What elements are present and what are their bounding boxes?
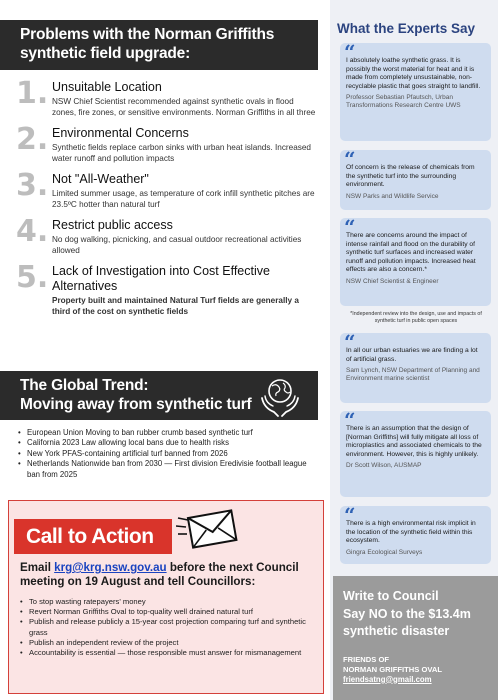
- call-to-action-title: Call to Action: [14, 519, 172, 554]
- write-line1: Write to Council: [343, 589, 439, 603]
- trend-title-line2: Moving away from synthetic turf: [20, 396, 252, 413]
- quote-icon: “: [344, 40, 356, 64]
- quote-text: There is an assumption that the design of [Norman Griffiths] will fully mitigate all loss of microplastics and associated chemicals to the environment. However, this is highly unlikely.: [346, 425, 482, 458]
- quote-text: I absolutely loathe synthetic grass. It is possibly the worst material for heat and it is made from completely unsustainable, non-recyclable plastic that goes straight to landfill.: [346, 57, 481, 90]
- problem-heading: Environmental Concerns: [52, 126, 189, 140]
- problems-title-line2: synthetic field upgrade:: [20, 45, 191, 62]
- problem-text: Property built and maintained Natural Turf fields are generally a third of the cost on synthetic fields: [52, 296, 299, 316]
- problem-heading: Restrict public access: [52, 218, 173, 232]
- quote-author: Dr Scott Wilson, AUSMAP: [346, 462, 422, 469]
- problem-item: [14, 122, 319, 164]
- problem-number: 4.: [16, 214, 49, 249]
- problem-heading: Unsuitable Location: [52, 80, 162, 94]
- quote-icon: “: [344, 330, 356, 354]
- trend-item: • Netherlands Nationwide ban from 2030 — First division Eredivisie football league ban from 2025: [18, 459, 318, 480]
- quote-author: NSW Chief Scientist & Engineer: [346, 277, 439, 285]
- experts-footnote: *Independent review into the design, use and impacts of synthetic turf in public open spaces: [350, 311, 482, 324]
- action-item: • Publish and release publicly a 15-year cost projection comparing turf and synthetic grass: [20, 617, 316, 637]
- action-item: • To stop wasting ratepayers' money: [20, 597, 316, 607]
- problem-text: No dog walking, picnicking, and casual outdoor recreational activities allowed: [52, 235, 302, 255]
- action-item: • Publish an independent review of the project: [20, 638, 316, 648]
- problem-text: Synthetic fields replace carbon sinks with urban heat islands. Increased water runoff and pollution impacts: [52, 143, 311, 163]
- quote-text: In all our urban estuaries we are finding a lot of artificial grass.: [346, 347, 478, 363]
- quote-author: Professor Sebastian Pfautsch, Urban Transformations Research Centre UWS: [346, 94, 461, 110]
- problem-text: NSW Chief Scientist recommended against synthetic ovals in flood zones, fire zones, or sensitive environments. Norman Griffiths in all three: [52, 97, 316, 117]
- quote-text: Of concern is the release of chemicals from the synthetic turf into the surrounding environment.: [346, 164, 475, 188]
- trend-list: [18, 428, 318, 480]
- experts-title: What the Experts Say: [337, 21, 476, 36]
- envelope-icon: [176, 504, 238, 552]
- expert-quote: [340, 330, 491, 403]
- problems-title-line1: Problems with the Norman Griffiths: [20, 26, 275, 43]
- trend-title-line1: The Global Trend:: [20, 377, 149, 394]
- friends-email-link[interactable]: friendsatng@gmail.com: [343, 674, 432, 684]
- problem-text: Limited summer usage, as temperature of cork infill synthetic pitches are 23.5ºC hotter than natural turf: [52, 189, 315, 209]
- problem-item: [14, 168, 319, 210]
- write-to-council-box: [333, 576, 498, 700]
- quote-icon: “: [344, 408, 356, 432]
- email-suffix: before the next Council meeting on 19 August and tell Councillors:: [20, 561, 299, 588]
- cta-email-instruction: [20, 561, 316, 589]
- expert-quote: [340, 503, 491, 564]
- cta-action-list: [20, 597, 316, 658]
- write-line2: Say NO to the $13.4m: [343, 606, 471, 621]
- email-prefix: Email: [20, 561, 55, 574]
- council-email-link[interactable]: krg@krg.nsw.gov.au: [54, 561, 167, 574]
- problem-number: 3.: [16, 168, 49, 203]
- write-line3: synthetic disaster: [343, 624, 450, 638]
- problem-number: 1.: [16, 76, 49, 111]
- problem-heading: Lack of Investigation into Cost Effective Alternatives: [52, 264, 270, 293]
- expert-quote: [340, 40, 491, 141]
- problem-number: 2.: [16, 122, 49, 157]
- problems-list: [14, 76, 319, 325]
- quote-author: Gingra Ecological Surveys: [346, 548, 423, 556]
- trend-item: • California 2023 Law allowing local bans due to health risks: [18, 438, 318, 448]
- action-item: • Revert Norman Griffiths Oval to top-quality well drained natural turf: [20, 607, 316, 617]
- expert-quote: [340, 408, 491, 497]
- quote-icon: “: [344, 215, 356, 239]
- expert-quote: [340, 215, 491, 306]
- problem-item: [14, 214, 319, 256]
- quote-author: NSW Parks and Wildlife Service: [346, 192, 439, 200]
- expert-quote: [340, 147, 491, 210]
- globe-hands-icon: [258, 374, 302, 418]
- action-item: • Accountability is essential — those responsible must answer for mismanagement: [20, 648, 316, 658]
- problem-heading: Not "All-Weather": [52, 172, 149, 186]
- org-name-line2: NORMAN GRIFFITHS OVAL: [343, 664, 442, 674]
- quote-text: There are concerns around the impact of intense rainfall and flood on the durability of synthetic turf surfaces and increased water runoff and pollution impacts. Increased heat effects are also a concern.*: [346, 232, 476, 273]
- problem-item: [14, 260, 319, 317]
- quote-icon: “: [344, 147, 356, 171]
- trend-item: • European Union Moving to ban rubber crumb based synthetic turf: [18, 428, 318, 438]
- problems-header: [0, 20, 318, 70]
- org-name-line1: FRIENDS OF: [343, 654, 389, 664]
- problem-number: 5.: [16, 260, 49, 295]
- trend-item: • New York PFAS-containing artificial turf banned from 2026: [18, 449, 318, 459]
- problem-item: [14, 76, 319, 118]
- quote-author: Sam Lynch, NSW Department of Planning and Environment marine scientist: [346, 367, 480, 383]
- quote-text: There is a high environmental risk implicit in the location of the synthetic field within this ecosystem.: [346, 520, 476, 544]
- quote-icon: “: [344, 503, 356, 527]
